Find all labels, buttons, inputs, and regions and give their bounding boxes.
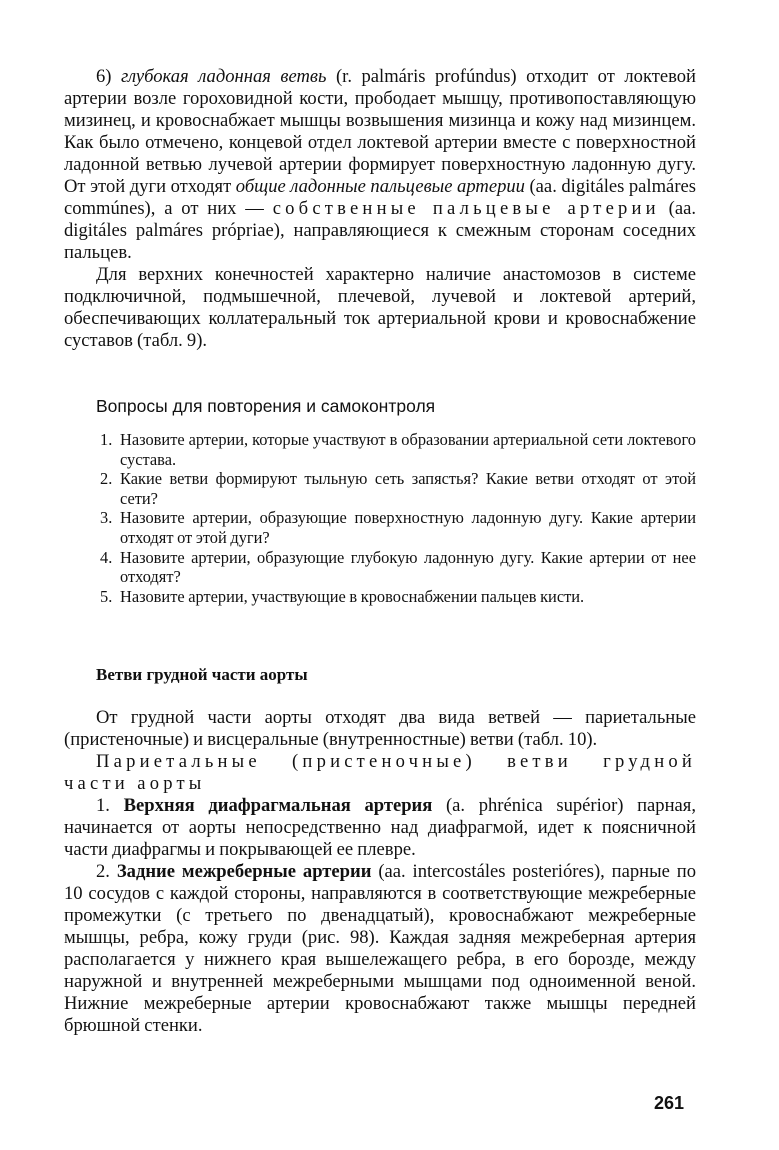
question-item [64,469,696,508]
question-number: 4. [100,547,113,567]
question-text: Назовите артерии, образующие глубокую ладонную дугу. Какие артерии от нее отходят? [120,547,696,587]
paragraph-deep-palmar-branch [64,66,696,264]
term-italic: глубокая ладонная ветвь [121,66,327,87]
question-number: 2. [100,469,113,489]
section-body [64,707,696,1037]
question-text: Назовите артерии, которые участвуют в образовании артериальной сети локтевого сустава. [120,430,696,469]
text-run: (a. phrénica supérior) парная, начинается от аорты непосредственно над диафрагмой, идет к поясничной части диафрагмы и покрывающей ее плевре. [64,795,697,860]
text-run: (aa. digitáles palmáres commúnes), а от них — [64,176,696,219]
page-number: 261 [654,1093,685,1113]
term-spaced: собственные пальцевые артерии [272,198,660,219]
question-item [64,587,696,607]
question-text: Какие ветви формируют тыльную сеть запястья? Какие ветви отходят от этой сети? [120,469,696,508]
question-item [64,548,696,587]
term-italic: общие ладонные пальцевые артерии [235,176,525,197]
paragraph-anastomoses: Для верхних конечностей характерно наличие анастомозов в системе подключичной, подмышечной, плечевой, лучевой и локтевой артерий, обеспечивающих коллатеральный ток артериальной крови и кровоснабжение суставов (табл. 9). [64,264,696,351]
question-number: 3. [100,508,113,528]
question-item [64,508,696,547]
term-bold: Задние межреберные артерии [116,861,372,882]
questions-list [64,430,696,606]
intro-block [64,66,696,352]
question-item [64,430,696,469]
questions-list-wrapper [64,430,696,606]
section-heading-wrapper [64,664,696,686]
text-run: (aa. digitáles palmáres própriae), направляющиеся к смежным сторонам соседних пальцев. [64,198,696,263]
paragraph-branch-types: От грудной части аорты отходят два вида ветвей — париетальные (пристеночные) и висцеральные (внутренностные) ветви (табл. 10). [64,707,696,750]
questions-title: Вопросы для повторения и самоконтроля [96,396,436,416]
question-number: 5. [100,586,113,606]
text-run: 6) [96,66,121,87]
term-bold: Верхняя диафрагмальная артерия [123,795,433,816]
question-number: 1. [100,430,113,449]
question-text: Назовите артерии, участвующие в кровоснабжении пальцев кисти. [120,586,585,606]
text-run: 1. [96,795,124,816]
subheading-parietal-branches: Париетальные (пристеночные) ветви грудной части аорты [64,751,696,794]
questions-heading [64,395,696,417]
paragraph-posterior-intercostal-arteries [64,861,696,1037]
text-run: (r. palmáris profúndus) отходит от локтевой артерии возле гороховидной кости, прободает мышцу, противопоставляющую мизинец, и кровоснабжает мышцы возвышения мизинца и кожу над мизинцем. Как было отмечено, концевой отдел локтевой артерии вместе с поверхностной ладонной ветвью лучевой артерии формирует поверхностную ладонную дугу. От этой дуги отходят [64,66,697,197]
text-run: 2. [96,861,117,882]
text-run: (aa. intercostáles posterióres), парные по 10 сосудов с каждой стороны, направляются в соответствующие межреберные промежутки (с третьего по двенадцатый), кровоснабжают межреберные мышцы, ребра, кожу груди (рис. 98). Каждая задняя межреберная артерия располагается у нижнего края вышележащего ребра, в его борозде, между наружной и внутренней межреберными мышцами под одноименной веной. Нижние межреберные артерии кровоснабжают также мышцы передней брюшной стенки. [64,861,696,1036]
paragraph-superior-phrenic-artery [64,795,696,861]
question-text: Назовите артерии, образующие поверхностную ладонную дугу. Какие артерии отходят от этой дуги? [120,508,696,547]
section-title: Ветви грудной части аорты [96,665,308,684]
